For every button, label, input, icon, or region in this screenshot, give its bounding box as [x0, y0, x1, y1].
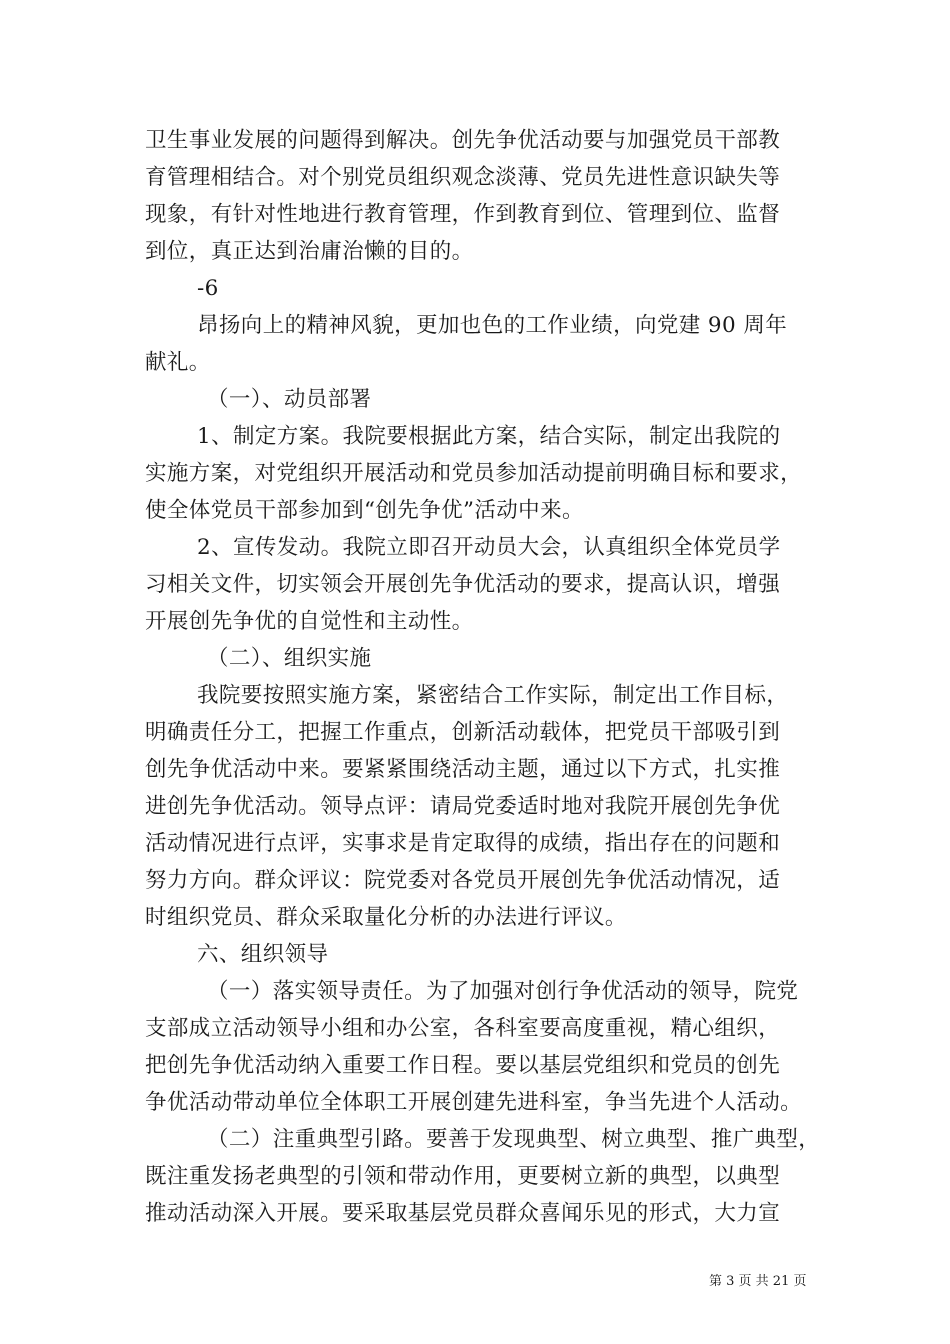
text-line: 支部成立活动领导小组和办公室，各科室要高度重视，精心组织， [145, 1016, 781, 1041]
section-heading: （二）、组织实施 [207, 646, 372, 671]
text-line: 卫生事业发展的问题得到解决。创先争优活动要与加强党员干部教 [145, 128, 781, 153]
text-line: 进创先争优活动。领导点评：请局党委适时地对我院开展创先争优 [145, 794, 781, 819]
text-line: 育管理相结合。对个别党员组织观念淡薄、党员先进性意识缺失等 [145, 165, 781, 190]
text-line: （一）落实领导责任。为了加强对创行争优活动的领导，院党 [207, 979, 799, 1004]
section-heading: 六、组织领导 [197, 942, 329, 967]
text-line: 明确责任分工，把握工作重点，创新活动载体，把党员干部吸引到 [145, 720, 781, 745]
text-line: 1、制定方案。我院要根据此方案，结合实际，制定出我院的 [197, 424, 781, 449]
text-line: 习相关文件，切实领会开展创先争优活动的要求，提高认识，增强 [145, 572, 781, 597]
text-line: 活动情况进行点评，实事求是肯定取得的成绩，指出存在的问题和 [145, 831, 781, 856]
text-line: 努力方向。群众评议：院党委对各党员开展创先争优活动情况，适 [145, 868, 781, 893]
text-line: 现象，有针对性地进行教育管理，作到教育到位、管理到位、监督 [145, 202, 781, 227]
text-line: 使全体党员干部参加到“创先争优”活动中来。 [145, 498, 584, 523]
text-line: 把创先争优活动纳入重要工作日程。要以基层党组织和党员的创先 [145, 1053, 781, 1078]
text-line: 献礼。 [145, 350, 211, 375]
text-line: 昂扬向上的精神风貌，更加也色的工作业绩，向党建 90 周年 [197, 313, 788, 338]
text-line: （二）注重典型引路。要善于发现典型、树立典型、推广典型， [207, 1127, 821, 1152]
section-heading: （一）、动员部署 [207, 387, 372, 412]
text-line: 到位，真正达到治庸治懒的目的。 [145, 239, 474, 264]
text-line: 2、宣传发动。我院立即召开动员大会，认真组织全体党员学 [197, 535, 781, 560]
text-line: 创先争优活动中来。要紧紧围绕活动主题，通过以下方式，扎实推 [145, 757, 781, 782]
text-line: 争优活动带动单位全体职工开展创建先进科室，争当先进个人活动。 [145, 1090, 803, 1115]
text-line: 既注重发扬老典型的引领和带动作用，更要树立新的典型，以典型 [145, 1164, 781, 1189]
text-line: 时组织党员、群众采取量化分析的办法进行评议。 [145, 905, 627, 930]
page-number-footer: 第 3 页 共 21 页 [709, 1274, 807, 1289]
text-line: 推动活动深入开展。要采取基层党员群众喜闻乐见的形式，大力宣 [145, 1201, 781, 1226]
text-line: 我院要按照实施方案，紧密结合工作实际，制定出工作目标， [197, 683, 789, 708]
text-line: 实施方案，对党组织开展活动和党员参加活动提前明确目标和要求， [145, 461, 803, 486]
text-line: -6 [197, 276, 219, 301]
text-line: 开展创先争优的自觉性和主动性。 [145, 609, 474, 634]
